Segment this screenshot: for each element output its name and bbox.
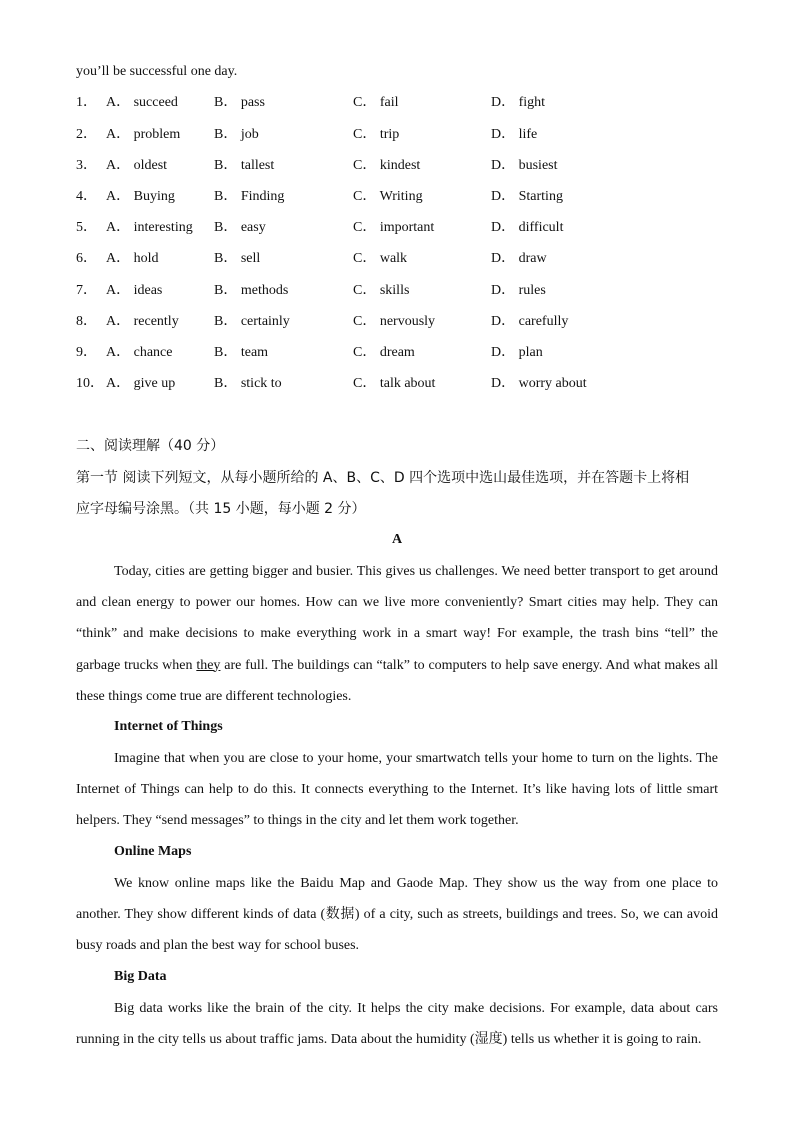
question-number: 3． [76,158,97,173]
subheading-big-data: Big Data [114,969,167,984]
question-number: 4． [76,189,97,204]
option-row-10 [76,376,716,394]
option-b: B． pass [214,95,265,110]
option-row-4 [76,189,716,207]
option-row-8 [76,314,716,332]
passage-paragraph-2: Imagine that when you are close to your home, your smartwatch tells your home to turn on the lights. The Internet of Things can help to do this. It connects everything to the Internet. It’s like having lots of little smart helpers. They “send messages” to things in the city and let them work together. [76,751,718,829]
option-a: A． oldest [106,158,168,173]
question-number: 2． [76,127,97,142]
intro-tail-text: you’ll be successful one day. [76,64,238,79]
option-d: D． life [491,127,538,142]
option-b: B． easy [214,220,266,235]
passage-paragraph-1 [76,556,718,712]
option-d: D． Starting [491,189,563,204]
underlined-word: they [196,657,221,673]
option-d: D． plan [491,345,543,360]
option-c: C． nervously [353,314,436,329]
question-number: 7． [76,283,97,298]
option-b: B． team [214,345,269,360]
option-a: A． ideas [106,283,163,298]
option-row-3 [76,158,716,176]
option-c: C． skills [353,283,410,298]
question-number: 10． [76,376,104,391]
question-number: 9． [76,345,97,360]
option-row-1 [76,95,716,113]
option-a: A． Buying [106,189,175,204]
option-d: D． carefully [491,314,569,329]
question-number: 8． [76,314,97,329]
option-d: D． difficult [491,220,564,235]
option-c: C． important [353,220,435,235]
option-c: C． dream [353,345,415,360]
option-d: D． draw [491,251,547,266]
option-b: B． methods [214,283,289,298]
option-row-5 [76,220,716,238]
option-d: D． worry about [491,376,587,391]
question-number: 5． [76,220,97,235]
option-c: C． walk [353,251,408,266]
option-row-7 [76,283,716,301]
option-a: A． problem [106,127,181,142]
option-c: C． talk about [353,376,436,391]
option-a: A． give up [106,376,176,391]
option-a: A． interesting [106,220,193,235]
passage-paragraph-3: We know online maps like the Baidu Map and Gaode Map. They show us the way from one place to another. They show different kinds of data (数据) of a city, such as streets, buildings and trees. So, we can avoid busy roads and plan the best way for school buses. [76,876,718,954]
option-b: B． sell [214,251,261,266]
option-b: B． job [214,127,259,142]
option-b: B． certainly [214,314,290,329]
option-a: A． hold [106,251,159,266]
passage-paragraph-4: Big data works like the brain of the city. It helps the city make decisions. For example, data about cars running in the city tells us about traffic jams. Data about the humidity (湿度) tells us whether it is going to rain. [76,1001,718,1048]
option-d: D． busiest [491,158,558,173]
option-d: D． rules [491,283,546,298]
option-c: C． Writing [353,189,423,204]
option-b: B． stick to [214,376,282,391]
subheading-online-maps: Online Maps [114,844,192,859]
instruction-line-2: 应字母编号涂黑。（共 15 小题，每小题 2 分） [76,501,366,517]
paragraph-1-text-end: are full. The buildings can “talk” to computers to help save energy. And what makes all these things come true are different technologies. [76,657,718,704]
option-a: A． recently [106,314,179,329]
option-row-6 [76,251,716,269]
option-c: C． trip [353,127,400,142]
question-number: 1． [76,95,97,110]
option-c: C． kindest [353,158,421,173]
paragraph-1-text-start: Today, cities are getting bigger and busier. This gives us challenges. We need better transport to get around and clean energy to power our homes. How can we live more conveniently? Smart cities may help. They can “think” and make decisions to make everything work in a smart way! For example, the trash bins “tell” the garbage trucks when [76,564,718,673]
option-b: B． tallest [214,158,275,173]
instruction-line-1: 第一节 阅读下列短文，从每小题所给的 A、B、C、D 四个选项中选山最佳选项，并在答题卡上将相 [76,470,690,486]
option-c: C． fail [353,95,399,110]
option-b: B． Finding [214,189,285,204]
question-number: 6． [76,251,97,266]
option-a: A． chance [106,345,173,360]
option-row-9 [76,345,716,363]
section-title: 二、阅读理解（40 分） [76,438,225,454]
option-a: A． succeed [106,95,178,110]
subheading-internet-of-things: Internet of Things [114,719,223,734]
passage-label: A [391,532,403,547]
option-row-2 [76,127,716,145]
option-d: D． fight [491,95,546,110]
